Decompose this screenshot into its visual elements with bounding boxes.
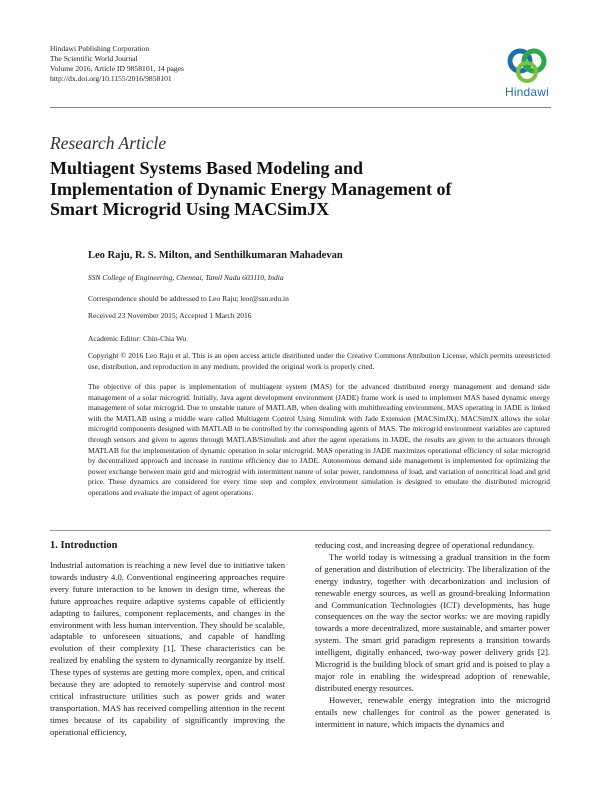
affiliation: SSN College of Engineering, Chennai, Tamil Nadu 603110, India [88, 273, 284, 282]
authors: Leo Raju, R. S. Milton, and Senthilkumaran Mahadevan [88, 250, 343, 261]
section-heading-introduction: 1. Introduction [50, 540, 118, 551]
abstract-divider [50, 530, 551, 531]
academic-editor: Academic Editor: Chin-Chia Wu [88, 334, 187, 343]
doi-link[interactable]: http://dx.doi.org/10.1155/2016/9858101 [50, 74, 172, 83]
abstract: The objective of this paper is implementation of multiagent system (MAS) for the advanced distributed energy management and demand side management of a solar microgrid. Initially, Java agent development environment (JADE) frame work is used to implement MAS based dynamic energy management of solar microgrid. Due to unstable nature of MATLAB, when dealing with multithreading environment, MAS operating in JADE is linked with the MATLAB using a middle ware called Multiagent Control Using Simulink with Jade Extension (MACSimJX). MACSimJX allows the solar microgrid components designed with MATLAB to be controlled by the corresponding agents of MAS. The microgrid environment variables are captured through sensors and given to agents through MATLAB/Simulink and after the agent operations in JADE, the results are given to the actuators through MATLAB for the implementation of dynamic operation in solar microgrid. MAS operating in JADE maximizes operational efficiency of solar microgrid by decentralized approach and increase in runtime efficiency due to JADE. Autonomous demand side management is implemented for optimizing the power exchange between main grid and microgrid with intermittent nature of solar power, randomness of load, and variation of noncritical load and grid price. These dynamics are considered for every time step and complex environment simulation is designed to emulate the distributed microgrid operations and evaluate the impact of agent operations. [88, 382, 550, 497]
paragraph: reducing cost, and increasing degree of operational redundancy. [315, 540, 535, 550]
received-accepted-dates: Received 23 November 2015; Accepted 1 March 2016 [88, 311, 252, 320]
title-line: Implementation of Dynamic Energy Management of [50, 178, 452, 199]
right-column [315, 540, 550, 731]
hindawi-logo-icon [505, 46, 549, 84]
correspondence: Correspondence should be addressed to Leo Raju; leor@ssn.edu.in [88, 294, 289, 303]
paragraph: Industrial automation is reaching a new level due to initiative taken towards industry 4.0. Conventional engineering approaches require every future interaction to be known in design time, whereas the future approaches require adaptive systems capable of efficiently adapting to failures, component replacements, and changes in the environment with less human intervention. They should be scalable, adaptable to unforeseen situations, and capable of handling evolution of their complexity [1]. These characteristics can be realized by enabling the system to dynamically reorganize by itself. These types of systems are getting more complex, open, and critical because they are adopted to remotely supervise and control most critical infrastructure utilities such as power grids and water transportation. MAS has received compelling attention in the recent times because of its capability of significantly improving the operational efficiency, [50, 560, 285, 737]
header-divider [50, 107, 551, 108]
article-type: Research Article [50, 133, 167, 153]
publisher-name: Hindawi Publishing Corporation [50, 44, 150, 53]
paragraph: The world today is witnessing a gradual transition in the form of generation and distribution of electricity. The liberalization of the energy industry, together with decarbonization and inclusion of renewable energy sources, as well as ground-breaking Information and Communication Technologies (ICT) developments, has huge consequences on the way the sector works: we are moving rapidly towards a more decentralized, more sustainable, and smarter power system. The smart grid paradigm represents a transition towards intelligent, digitally enhanced, two-way power delivery grids [2]. Microgrid is the building block of smart grid and is poised to play a major role in enabling the widespread adoption of renewable, distributed energy resources. [315, 551, 550, 693]
paper-title [50, 158, 550, 220]
left-column [50, 560, 285, 739]
hindawi-logo [498, 46, 556, 99]
paragraph: However, renewable energy integration into the microgrid entails new challenges for control as the power generated is intermittent in nature, which impacts the dynamics and [315, 694, 550, 729]
publisher-info [50, 44, 184, 84]
title-line: Smart Microgrid Using MACSimJX [50, 199, 330, 219]
title-line: Multiagent Systems Based Modeling and [50, 158, 364, 178]
hindawi-logo-text: Hindawi [504, 85, 550, 99]
volume-info: Volume 2016, Article ID 9858101, 14 pages [50, 64, 184, 73]
copyright-notice: Copyright © 2016 Leo Raju et al. This is an open access article distributed under the Creative Commons Attribution License, which permits unrestricted use, distribution, and reproduction in any medium, provided the original work is properly cited. [88, 351, 550, 371]
journal-name: The Scientific World Journal [50, 54, 138, 63]
